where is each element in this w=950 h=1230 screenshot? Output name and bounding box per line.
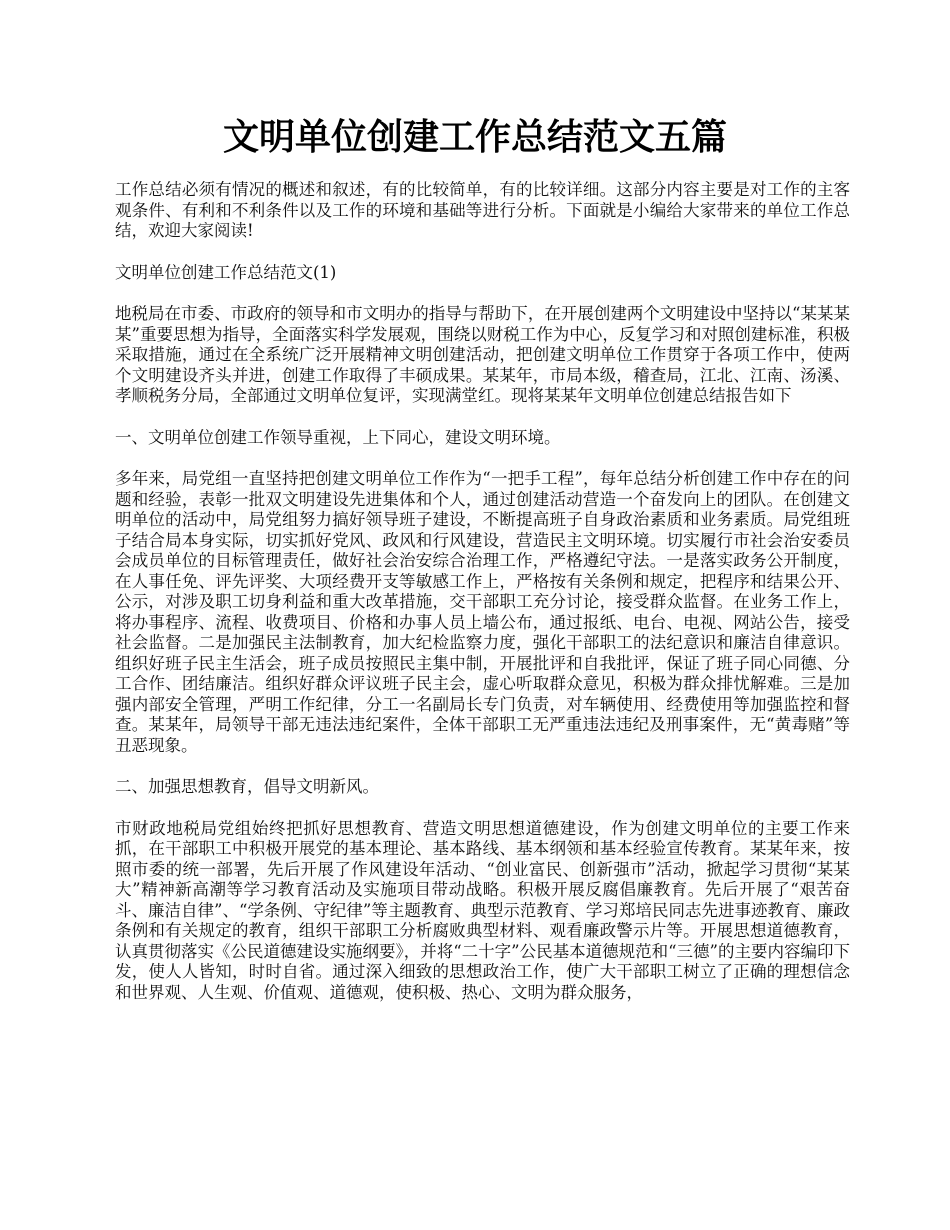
body-paragraph: 多年来，局党组一直坚持把创建文明单位工作作为“一把手工程”，每年总结分析创建工作中存在的问题和经验，表彰一批双文明建设先进集体和个人，通过创建活动营造一个奋发向上的团队。在创建文明单位的活动中，局党组努力搞好领导班子建设，不断提高班子自身政治素质和业务素质。局党组班子结合局本身实际，切实抓好党风、政风和行风建设，营造民主文明环境。切实履行市社会治安委员会成员单位的目标管理责任，做好社会治安综合治理工作，严格遵纪守法。一是落实政务公开制度，在人事任免、评先评奖、大项经费开支等敏感工作上，严格按有关条例和规定，把程序和结果公开、公示，对涉及职工切身利益和重大改革措施，交干部职工充分讨论，接受群众监督。在业务工作上，将办事程序、流程、收费项目、价格和办事人员上墙公布，通过报纸、电台、电视、网站公告，接受社会监督。二是加强民主法制教育，加大纪检监察力度，强化干部职工的法纪意识和廉洁自律意识。组织好班子民主生活会，班子成员按照民主集中制，开展批评和自我批评，保证了班子同心同德、分工合作、团结廉洁。组织好群众评议班子民主会，虚心听取群众意见，积极为群众排忧解难。三是加强内部安全管理，严明工作纪律，分工一名副局长专门负责，对车辆使用、经费使用等加强监控和督查。某某年，局领导干部无违法违纪案件，全体干部职工无严重违法违纪及刑事案件，无“黄毒赌”等丑恶现象。	[115, 469, 850, 755]
document-body	[115, 180, 850, 1003]
section-heading-article-1: 文明单位创建工作总结范文(1)	[115, 262, 337, 282]
body-paragraph: 地税局在市委、市政府的领导和市文明办的指导与帮助下，在开展创建两个文明建设中坚持以“某某某某”重要思想为指导，全面落实科学发展观，围绕以财税工作为中心，反复学习和对照创建标准，积极采取措施，通过在全系统广泛开展精神文明创建活动，把创建文明单位工作贯穿于各项工作中，使两个文明建设齐头并进，创建工作取得了丰硕成果。某某年，市局本级，稽查局，江北、江南、汤溪、孝顺税务分局，全部通过文明单位复评，实现满堂红。现将某某年文明单位创建总结报告如下	[115, 304, 850, 405]
document-title: 文明单位创建工作总结范文五篇	[222, 116, 727, 158]
section-heading-1: 一、文明单位创建工作领导重视，上下同心，建设文明环境。	[115, 427, 561, 447]
intro-paragraph: 工作总结必须有情况的概述和叙述，有的比较简单，有的比较详细。这部分内容主要是对工作的主客观条件、有利和不利条件以及工作的环境和基础等进行分析。下面就是小编给大家带来的单位工作总结，欢迎大家阅读!	[115, 180, 850, 240]
body-paragraph: 市财政地税局党组始终把抓好思想教育、营造文明思想道德建设，作为创建文明单位的主要工作来抓，在干部职工中积极开展党的基本理论、基本路线、基本纲领和基本经验宣传教育。某某年来，按照市委的统一部署，先后开展了作风建设年活动、“创业富民、创新强市”活动，掀起学习贯彻“某某大”精神新高潮等学习教育活动及实施项目带动战略。积极开展反腐倡廉教育。先后开展了“艰苦奋斗、廉洁自律”、“学条例、守纪律”等主题教育、典型示范教育、学习郑培民同志先进事迹教育、廉政条例和有关规定的教育，组织干部职工分析腐败典型材料、观看廉政警示片等。开展思想道德教育，认真贯彻落实《公民道德建设实施纲要》，并将“二十字”公民基本道德规范和“三德”的主要内容编印下发，使人人皆知，时时自省。通过深入细致的思想政治工作，使广大干部职工树立了正确的理想信念和世界观、人生观、价值观、道德观，使积极、热心、文明为群众服务，	[115, 818, 850, 1002]
section-heading-2: 二、加强思想教育，倡导文明新风。	[115, 777, 379, 796]
